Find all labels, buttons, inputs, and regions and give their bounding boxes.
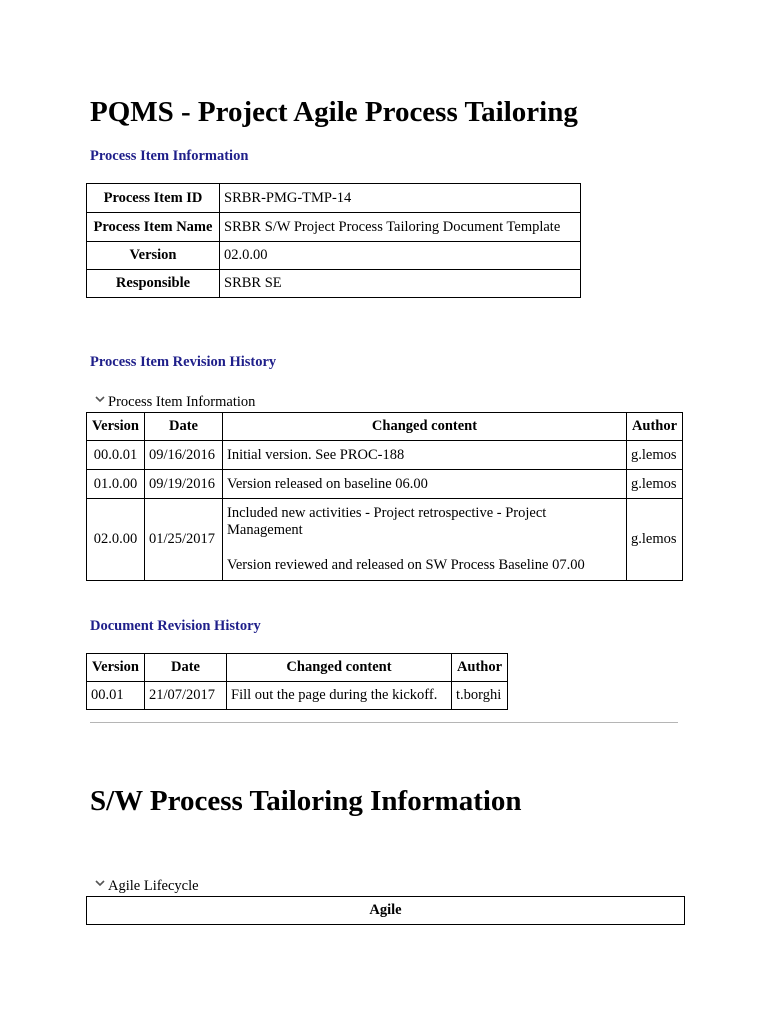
column-header: Agile bbox=[87, 897, 685, 925]
info-row bbox=[87, 270, 581, 298]
document-revision-history-heading: Document Revision History bbox=[90, 618, 261, 634]
agile-lifecycle-table bbox=[86, 896, 685, 925]
table-row bbox=[87, 499, 683, 581]
column-header: Author bbox=[452, 654, 508, 682]
info-row bbox=[87, 184, 581, 213]
info-label: Version bbox=[87, 242, 220, 270]
table-header-row bbox=[87, 654, 508, 682]
column-header: Version bbox=[87, 413, 145, 441]
content-cell bbox=[223, 499, 627, 581]
table-row bbox=[87, 441, 683, 470]
process-item-revision-table bbox=[86, 412, 683, 581]
info-value: SRBR S/W Project Process Tailoring Document Template bbox=[220, 213, 581, 242]
column-header: Changed content bbox=[227, 654, 452, 682]
author-cell: g.lemos bbox=[627, 441, 683, 470]
date-cell: 09/16/2016 bbox=[145, 441, 223, 470]
chevron-down-icon[interactable] bbox=[94, 395, 106, 405]
info-label: Responsible bbox=[87, 270, 220, 298]
version-cell: 00.01 bbox=[87, 682, 145, 710]
document-revision-table bbox=[86, 653, 508, 710]
table-row bbox=[87, 682, 508, 710]
column-header: Author bbox=[627, 413, 683, 441]
content-cell: Version released on baseline 06.00 bbox=[223, 470, 627, 499]
info-value: SRBR-PMG-TMP-14 bbox=[220, 184, 581, 213]
content-cell: Fill out the page during the kickoff. bbox=[227, 682, 452, 710]
info-row bbox=[87, 242, 581, 270]
info-row bbox=[87, 213, 581, 242]
tailoring-heading: S/W Process Tailoring Information bbox=[90, 785, 522, 817]
expand-label[interactable]: Process Item Information bbox=[108, 394, 256, 410]
content-line: Included new activities - Project retrospective - Project Management bbox=[227, 505, 547, 538]
column-header: Changed content bbox=[223, 413, 627, 441]
agile-lifecycle-expand[interactable] bbox=[88, 877, 199, 895]
process-item-information-heading: Process Item Information bbox=[90, 148, 249, 164]
column-header: Date bbox=[145, 413, 223, 441]
column-header: Date bbox=[145, 654, 227, 682]
table-row bbox=[87, 470, 683, 499]
column-header: Version bbox=[87, 654, 145, 682]
content-cell: Initial version. See PROC-188 bbox=[223, 441, 627, 470]
author-cell: g.lemos bbox=[627, 470, 683, 499]
date-cell: 21/07/2017 bbox=[145, 682, 227, 710]
content-line: Version reviewed and released on SW Process Baseline 07.00 bbox=[227, 557, 585, 573]
expand-label[interactable]: Agile Lifecycle bbox=[108, 878, 199, 894]
version-cell: 01.0.00 bbox=[87, 470, 145, 499]
version-cell: 00.0.01 bbox=[87, 441, 145, 470]
info-label: Process Item ID bbox=[87, 184, 220, 213]
author-cell: g.lemos bbox=[627, 499, 683, 581]
info-value: 02.0.00 bbox=[220, 242, 581, 270]
process-item-information-expand[interactable] bbox=[88, 393, 255, 411]
page-title: PQMS - Project Agile Process Tailoring bbox=[90, 96, 578, 128]
process-item-information-table bbox=[86, 183, 581, 298]
date-cell: 09/19/2016 bbox=[145, 470, 223, 499]
table-header-row bbox=[87, 897, 685, 925]
table-header-row bbox=[87, 413, 683, 441]
date-cell: 01/25/2017 bbox=[145, 499, 223, 581]
process-item-revision-history-heading: Process Item Revision History bbox=[90, 354, 277, 370]
author-cell: t.borghi bbox=[452, 682, 508, 710]
chevron-down-icon[interactable] bbox=[94, 879, 106, 889]
info-value: SRBR SE bbox=[220, 270, 581, 298]
section-divider bbox=[90, 722, 678, 723]
version-cell: 02.0.00 bbox=[87, 499, 145, 581]
info-label: Process Item Name bbox=[87, 213, 220, 242]
